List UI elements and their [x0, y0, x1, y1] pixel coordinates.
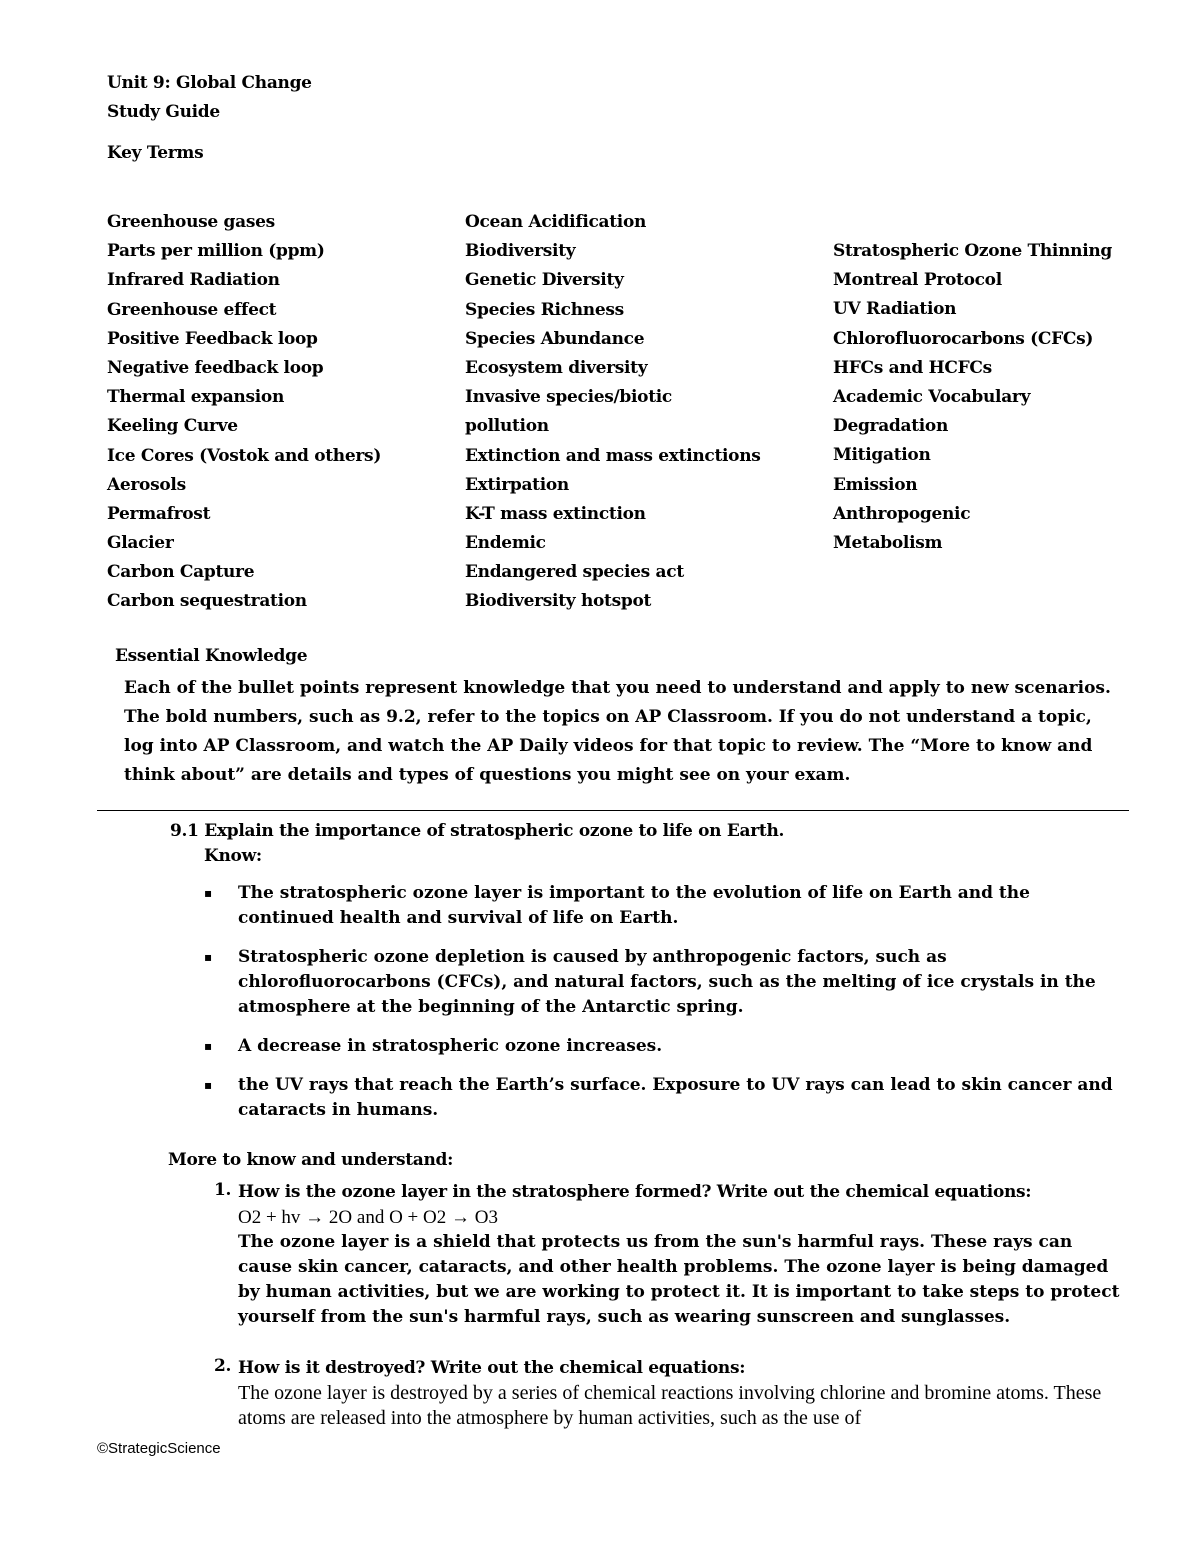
academic-vocabulary-heading: Academic Vocabulary — [833, 386, 1031, 407]
term: Ocean Acidification — [465, 212, 647, 232]
section-divider — [97, 810, 1129, 811]
copyright-footer: ©StrategicScience — [97, 1440, 221, 1457]
term: Species Abundance — [465, 328, 645, 349]
question-text: How is the ozone layer in the stratosphere formed? Write out the chemical equations: — [238, 1182, 1032, 1202]
list-item — [204, 945, 1128, 1020]
list-item — [204, 1073, 1128, 1123]
list-item — [204, 1034, 1128, 1059]
term: Keeling Curve — [107, 416, 238, 437]
key-terms-column-3 — [833, 237, 1112, 558]
term: Metabolism — [833, 532, 943, 553]
bullet-text: the UV rays that reach the Earth’s surface. Exposure to UV rays can lead to skin cancer and cataracts in humans. — [238, 1075, 1113, 1120]
square-bullet-icon: ▪ — [204, 1078, 213, 1092]
term: Aerosols — [107, 474, 186, 495]
term: Invasive species/biotic — [465, 387, 672, 408]
essential-knowledge-heading: Essential Knowledge — [115, 646, 308, 666]
question-2 — [214, 1356, 1128, 1431]
key-terms-column-2 — [465, 208, 761, 617]
know-bullet-list — [204, 881, 1128, 1137]
term: Degradation — [833, 416, 949, 437]
study-guide-subtitle: Study Guide — [107, 102, 220, 122]
term: Thermal expansion — [107, 387, 285, 408]
bullet-text: Stratospheric ozone depletion is caused by anthropogenic factors, such as chlorofluorocarbons (CFCs), and natural factors, such as the melting of ice crystals in the atmosphere at the beginning of the Antarctic spring. — [238, 947, 1096, 1017]
key-terms-column-1 — [107, 208, 381, 617]
term: Montreal Protocol — [833, 270, 1002, 291]
chemical-equation: O2 + hv → 2O and O + O2 → O3 — [238, 1207, 498, 1228]
term: Greenhouse gases — [107, 212, 275, 232]
term: Infrared Radiation — [107, 270, 280, 291]
answer-text: The ozone layer is a shield that protects us from the sun's harmful rays. These rays can cause skin cancer, cataracts, and other health problems. The ozone layer is being damaged by human activities, but we are working to protect it. It is important to take steps to protect yourself from the sun's harmful rays, such as wearing sunscreen and sunglasses. — [238, 1232, 1120, 1327]
question-1 — [214, 1180, 1128, 1330]
term: pollution — [465, 416, 549, 437]
term: Mitigation — [833, 445, 931, 466]
term: Positive Feedback loop — [107, 328, 318, 349]
term: Extirpation — [465, 474, 569, 495]
term: Carbon Capture — [107, 562, 255, 583]
square-bullet-icon: ▪ — [204, 950, 213, 964]
term: Negative feedback loop — [107, 357, 324, 378]
essential-knowledge-body: Each of the bullet points represent knowledge that you need to understand and apply to new scenarios. The bold numbers, such as 9.2, refer to the topics on AP Classroom. If you do not understand a topic, log into AP Classroom, and watch the AP Daily videos for that topic to review. The “More to know and think about” are details and types of questions you might see on your exam. — [124, 678, 1111, 785]
list-item — [204, 881, 1128, 931]
more-to-know-heading: More to know and understand: — [168, 1150, 454, 1170]
term: Biodiversity — [465, 241, 576, 262]
bullet-text: The stratospheric ozone layer is important to the evolution of life on Earth and the continued health and survival of life on Earth. — [238, 883, 1030, 928]
term: Endemic — [465, 533, 546, 554]
question-number: 1. — [214, 1180, 232, 1200]
square-bullet-icon: ▪ — [204, 1039, 213, 1053]
term: Extinction and mass extinctions — [465, 445, 761, 466]
term: K-T mass extinction — [465, 503, 646, 524]
square-bullet-icon: ▪ — [204, 886, 213, 900]
term: Permafrost — [107, 503, 211, 524]
bullet-text: A decrease in stratospheric ozone increases. — [238, 1036, 663, 1056]
answer-text: The ozone layer is destroyed by a series of chemical reactions involving chlorine and bromine atoms. These atoms are released into the atmosphere by human activities, such as the use of — [238, 1382, 1102, 1429]
question-text: How is it destroyed? Write out the chemical equations: — [238, 1358, 746, 1378]
term: Anthropogenic — [833, 503, 971, 524]
question-number: 2. — [214, 1356, 232, 1376]
key-terms-heading: Key Terms — [107, 143, 204, 163]
term: Ice Cores (Vostok and others) — [107, 445, 382, 466]
term: Chlorofluorocarbons (CFCs) — [833, 328, 1094, 349]
term: Greenhouse effect — [107, 299, 277, 320]
term: Emission — [833, 474, 918, 495]
unit-title: Unit 9: Global Change — [107, 73, 312, 93]
term: Parts per million (ppm) — [107, 241, 325, 262]
term: Stratospheric Ozone Thinning — [833, 241, 1112, 261]
term: Endangered species act — [465, 562, 684, 583]
term: Ecosystem diversity — [465, 357, 648, 378]
term: Biodiversity hotspot — [465, 591, 652, 612]
term: Glacier — [107, 533, 174, 554]
term: Carbon sequestration — [107, 591, 307, 612]
term: HFCs and HCFCs — [833, 357, 992, 378]
know-label: Know: — [204, 846, 262, 866]
term: Genetic Diversity — [465, 270, 624, 291]
term: Species Richness — [465, 299, 624, 320]
topic-title: 9.1 Explain the importance of stratospheric ozone to life on Earth. — [170, 821, 785, 841]
term: UV Radiation — [833, 299, 957, 320]
